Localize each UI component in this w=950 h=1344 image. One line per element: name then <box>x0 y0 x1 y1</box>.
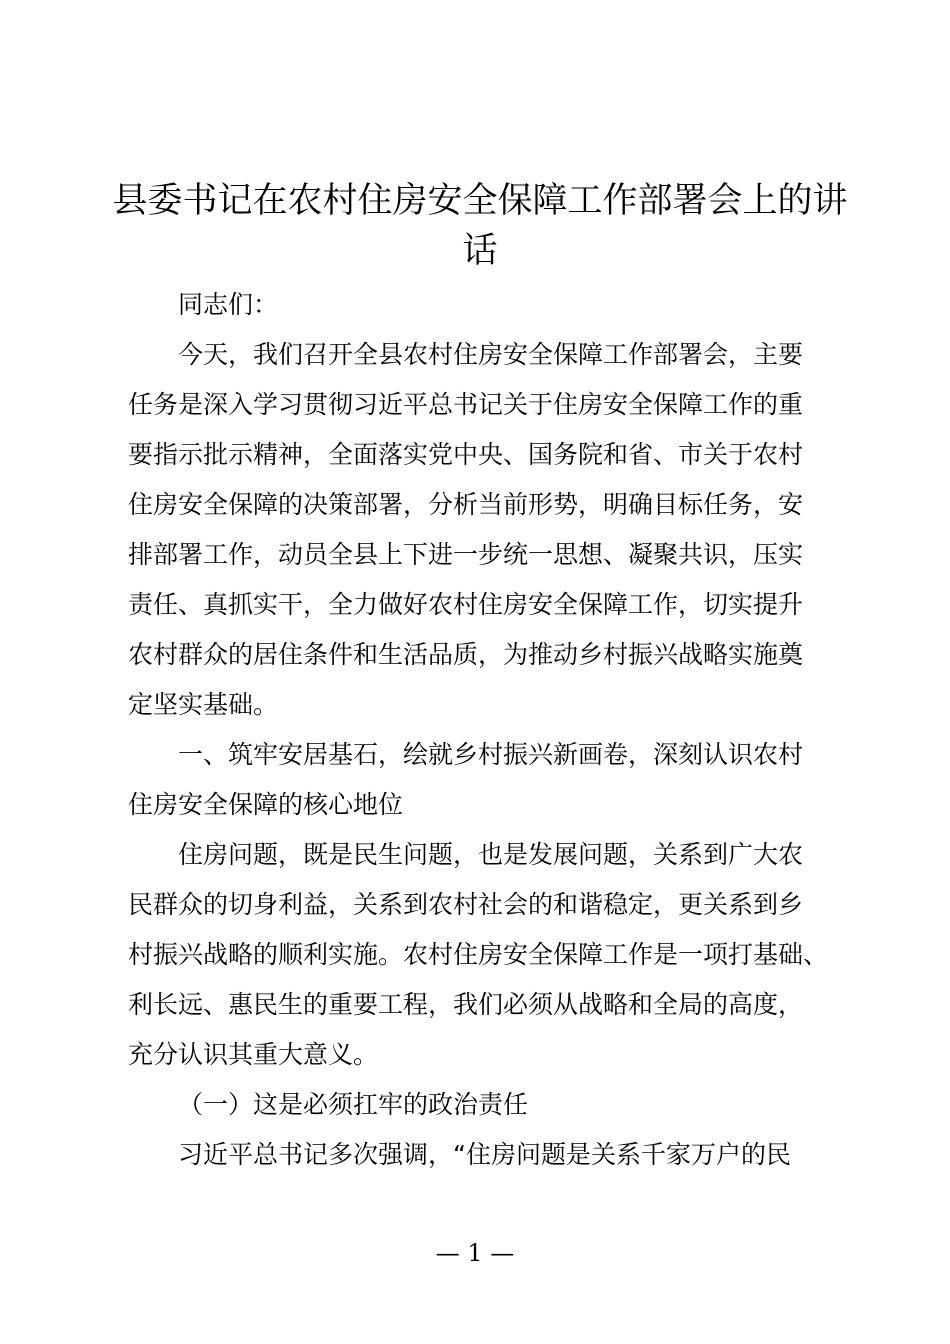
paragraph-line: 今天，我们召开全县农村住房安全保障工作部署会，主要 <box>178 340 804 369</box>
subsection-heading: （一）这是必须扛牢的政治责任 <box>178 1090 529 1119</box>
paragraph-line: 农村群众的居住条件和生活品质，为推动乡村振兴战略实施奠 <box>128 640 804 669</box>
paragraph-line: 任务是深入学习贯彻习近平总书记关于住房安全保障工作的重 <box>128 390 804 419</box>
paragraph-line: 习近平总书记多次强调，“住房问题是关系千家万户的民 <box>178 1140 791 1169</box>
paragraph-line: 责任、真抓实干，全力做好农村住房安全保障工作，切实提升 <box>128 590 804 619</box>
section-heading: 住房安全保障的核心地位 <box>128 790 404 819</box>
paragraph-line: 住房安全保障的决策部署，分析当前形势，明确目标任务，安 <box>128 490 804 519</box>
paragraph-line: 村振兴战略的顺利实施。农村住房安全保障工作是一项打基础、 <box>128 940 829 969</box>
paragraph-line: 充分认识其重大意义。 <box>128 1040 379 1069</box>
page-number: — 1 — <box>435 1239 515 1267</box>
paragraph-line: 利长远、惠民生的重要工程，我们必须从战略和全局的高度， <box>128 990 804 1019</box>
paragraph-line: 定坚实基础。 <box>128 690 279 719</box>
document-title: 县委书记在农村住房安全保障工作部署会上的讲话 <box>112 181 848 271</box>
salutation: 同志们： <box>178 290 279 319</box>
section-heading: 一、筑牢安居基石，绘就乡村振兴新画卷，深刻认识农村 <box>178 740 804 769</box>
paragraph-line: 要指示批示精神，全面落实党中央、国务院和省、市关于农村 <box>128 440 804 469</box>
paragraph-line: 排部署工作，动员全县上下进一步统一思想、凝聚共识，压实 <box>128 540 804 569</box>
paragraph-line: 住房问题，既是民生问题，也是发展问题，关系到广大农 <box>178 840 804 869</box>
paragraph-line: 民群众的切身利益，关系到农村社会的和谐稳定，更关系到乡 <box>128 890 804 919</box>
